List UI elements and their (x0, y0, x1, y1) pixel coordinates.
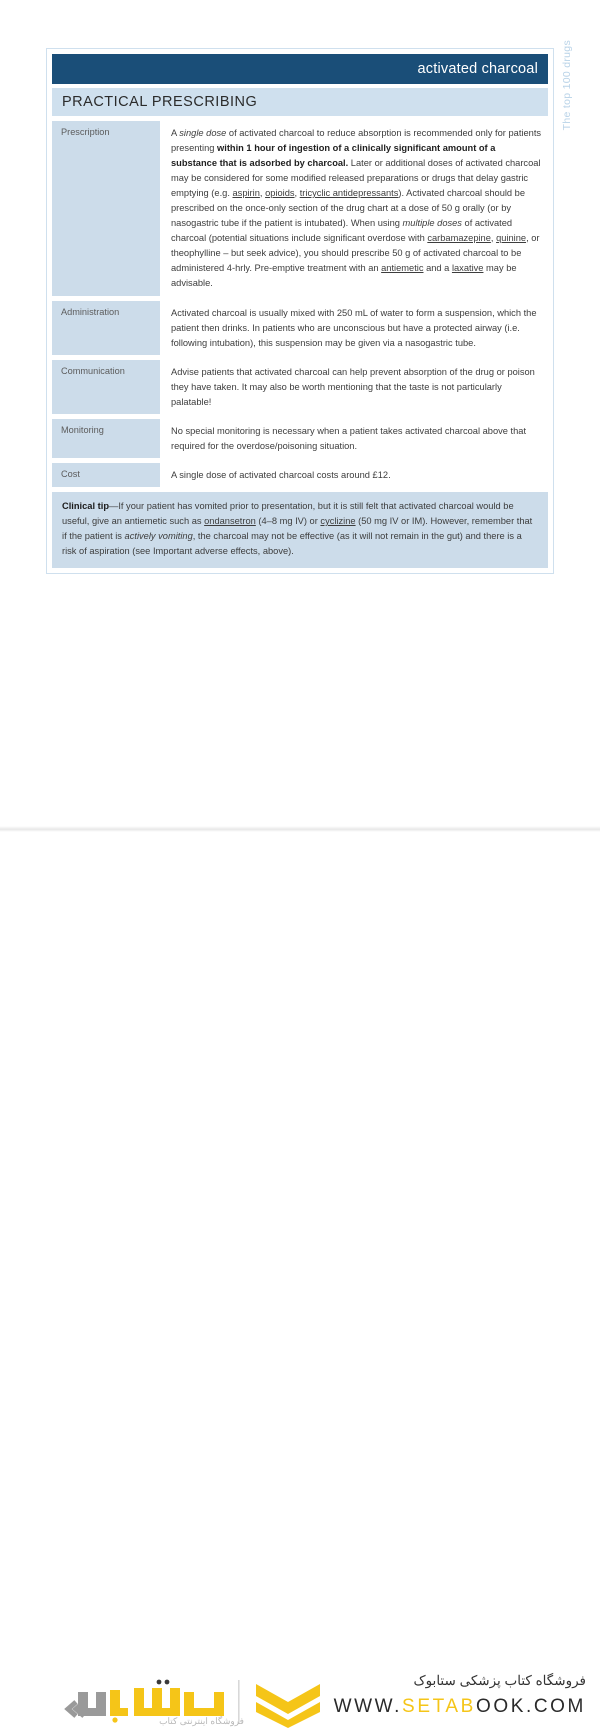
practical-prescribing-card (46, 48, 554, 574)
text-run-normal-0: A (171, 128, 180, 138)
row-body-communication (160, 360, 548, 414)
text-run-normal-16: , or theophylline – but seek advice), you should prescribe 50 g of activated charcoal to be administered 4-hrly. Pre-emptive treatment with an (171, 233, 540, 274)
brand-subtitle-fa: فروشگاه اینترنتی کتاب (159, 1716, 244, 1726)
table-row (52, 301, 548, 355)
text-run-normal-8: , (294, 188, 300, 199)
section-heading-bar (52, 88, 548, 116)
text-run-underline-5: aspirin (232, 188, 260, 199)
text-run-underline-7: opioids (265, 188, 295, 199)
text-run-italic-6: actively vomiting (124, 531, 193, 542)
text-run-underline-2: ondansetron (204, 515, 256, 526)
row-body-administration (160, 301, 548, 355)
text-run-underline-15: quinine (496, 233, 527, 244)
url-prefix: WWW. (333, 1695, 403, 1717)
url-gold-seta: SETA (402, 1695, 461, 1717)
text-run-underline-13: carbamazepine (427, 233, 491, 244)
row-label-prescription: Prescription (52, 121, 160, 296)
footer-website-url[interactable] (296, 1696, 586, 1718)
text-run-normal-2: of activated charcoal to reduce absorption is recommended only for patients presenting (171, 128, 542, 154)
clinical-tip-box (52, 492, 548, 568)
row-label-communication: Communication (52, 360, 160, 414)
text-run-underline-4: cyclizine (320, 515, 356, 526)
running-head-label: The top 100 drugs (561, 40, 573, 131)
table-row (52, 463, 548, 487)
text-run-normal-6: , (259, 188, 266, 199)
text-run-underline-17: antiemetic (381, 263, 424, 274)
table-row (52, 360, 548, 414)
text-run-underline-19: laxative (451, 263, 484, 274)
text-run-bold-3: within 1 hour of ingestion of a clinically significant amount of a substance that is adsorbed by charcoal. (171, 143, 496, 169)
text-run-normal-1: —If your patient has vomited prior to presentation, but it is still felt that activated charcoal would be useful, give an antiemetic such as (62, 500, 514, 526)
url-suffix: OOK.COM (475, 1695, 586, 1717)
section-heading-label: PRACTICAL PRESCRIBING (62, 94, 258, 110)
row-label-administration: Administration (52, 301, 160, 355)
row-body-cost (160, 463, 548, 487)
text-run-normal-20: may be advisable. (171, 263, 517, 289)
row-label-cost: Cost (52, 463, 160, 487)
footer (0, 832, 600, 1726)
row-body-monitoring (160, 419, 548, 458)
table-row (52, 121, 548, 296)
text-run-normal-3: (4–8 mg IV) or (255, 515, 321, 526)
text-run-normal-5: (50 mg IV or IM). However, remember that if the patient is (62, 515, 533, 542)
drug-title: activated charcoal (417, 61, 538, 77)
text-run-underline-9: tricyclic antidepressants (299, 188, 399, 199)
url-gold-b: B (460, 1695, 476, 1717)
text-run-normal-12: of activated charcoal (potential situations include significant overdose with (171, 218, 513, 244)
text-run-italic-1: single dose (179, 128, 227, 138)
text-run-normal-0: No special monitoring is necessary when a patient takes activated charcoal above that required for the overdose/poisoning situation. (171, 425, 527, 451)
text-run-normal-0: Advise patients that activated charcoal can help prevent absorption of the drug or poison they have taken. It may also be worth mentioning that the taste is not particularly palatable! (171, 366, 535, 407)
text-run-normal-4: Later or additional doses of activated charcoal may be considered for some modified released preparations or drugs that delay gastric emptying (e.g. (171, 158, 541, 199)
prescribing-rows (52, 121, 548, 487)
text-run-normal-18: and a (423, 263, 452, 274)
text-run-bold-0: Clinical tip (62, 500, 110, 511)
row-body-prescription (160, 121, 548, 296)
text-run-normal-0: Activated charcoal is usually mixed with 250 mL of water to form a suspension, which the patient then drinks. In patients who are unconscious but have a protected airway (i.e. following intubation), this suspension may be given via a nasogastric tube. (171, 307, 537, 348)
table-row (52, 419, 548, 458)
text-run-normal-14: , (490, 233, 497, 244)
row-label-monitoring: Monitoring (52, 419, 160, 458)
text-run-normal-7: , the charcoal may not be effective (as it will not remain in the gut) and there is a risk of aspiration (see Important adverse effects, above). (62, 531, 522, 557)
text-run-italic-11: multiple doses (402, 218, 462, 229)
text-run-normal-0: A single dose of activated charcoal costs around £12. (171, 469, 391, 480)
running-head-tab (556, 40, 578, 220)
footer-text-block (296, 1672, 586, 1718)
footer-tagline-fa: فروشگاه کتاب پزشکی ستابوک (413, 1673, 586, 1688)
drug-title-bar (52, 54, 548, 84)
text-run-normal-10: ). Activated charcoal should be prescribed on the once-only section of the drug chart at a dose of 50 g orally (or by nasogastric tube if the patient is intubated). When using (171, 188, 526, 229)
